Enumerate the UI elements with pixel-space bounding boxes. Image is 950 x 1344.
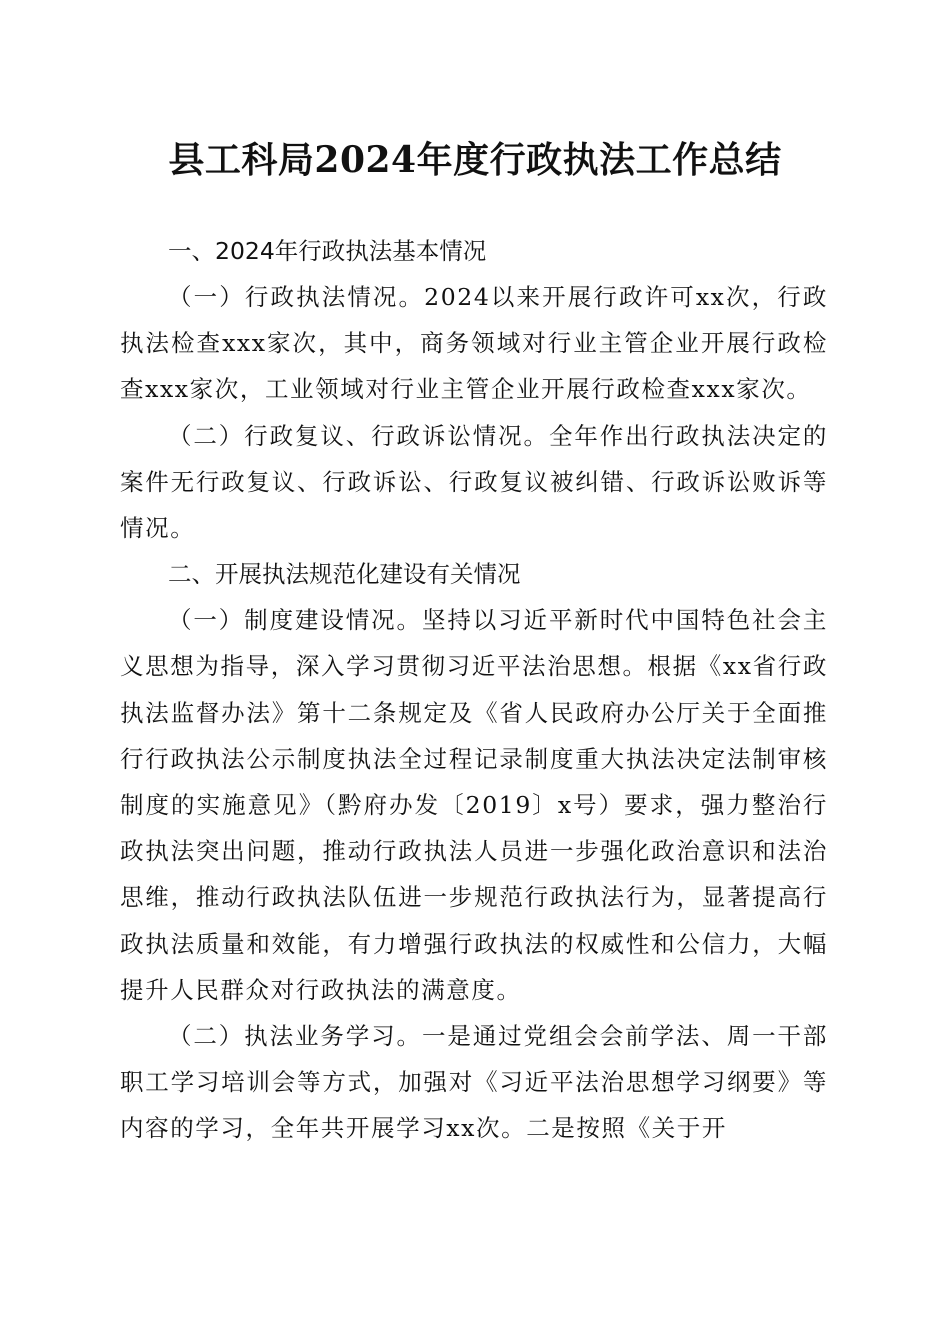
paragraph-lead: （二）行政复议、行政诉讼情况。 (168, 421, 549, 450)
document-body (120, 228, 828, 1152)
section-heading-basic-situation: 一、2024年行政执法基本情况 (168, 237, 487, 265)
paragraph-lead: （二）执法业务学习。 (168, 1022, 422, 1051)
paragraph-system-building (120, 597, 828, 1013)
paragraph-text: 2024以来开展行政许可xx次，行政执法检查xxx家次，其中，商务领域对行业主管企业开展行政检查xxx家次，工业领域对行业主管企业开展行政检查xxx家次。 (120, 283, 828, 404)
paragraph-lead: （一）行政执法情况。 (168, 283, 425, 311)
paragraph-lead: （一）制度建设情况。 (168, 606, 422, 635)
paragraph-enforcement-situation (120, 274, 828, 413)
paragraph-text: 坚持以习近平新时代中国特色社会主义思想为指导，深入学习贯彻习近平法治思想。根据《xx省行政执法监督办法》第十二条规定及《省人民政府办公厅关于全面推行行政执法公示制度执法全过程记录制度重大执法决定法制审核制度的实施意见》（黔府办发〔2019〕x号）要求，强力整治行政执法突出问题，推动行政执法人员进一步强化政治意识和法治思维，推动行政执法队伍进一步规范行政执法行为，显著提高行政执法质量和效能，有力增强行政执法的权威性和公信力，大幅提升人民群众对行政执法的满意度。 (120, 606, 829, 1004)
paragraph-text: 一是通过党组会会前学法、周一干部职工学习培训会等方式，加强对《习近平法治思想学习纲要》等内容的学习，全年共开展学习xx次。二是按照《关于开 (120, 1022, 829, 1143)
paragraph-business-learning (120, 1013, 828, 1152)
section-heading-standardization: 二、开展执法规范化建设有关情况 (168, 560, 521, 589)
paragraph-text: 全年作出行政执法决定的案件无行政复议、行政诉讼、行政复议被纠错、行政诉讼败诉等情况。 (120, 421, 828, 543)
paragraph-review-litigation (120, 413, 828, 552)
document-title: 县工科局2024年度行政执法工作总结 (168, 139, 782, 181)
